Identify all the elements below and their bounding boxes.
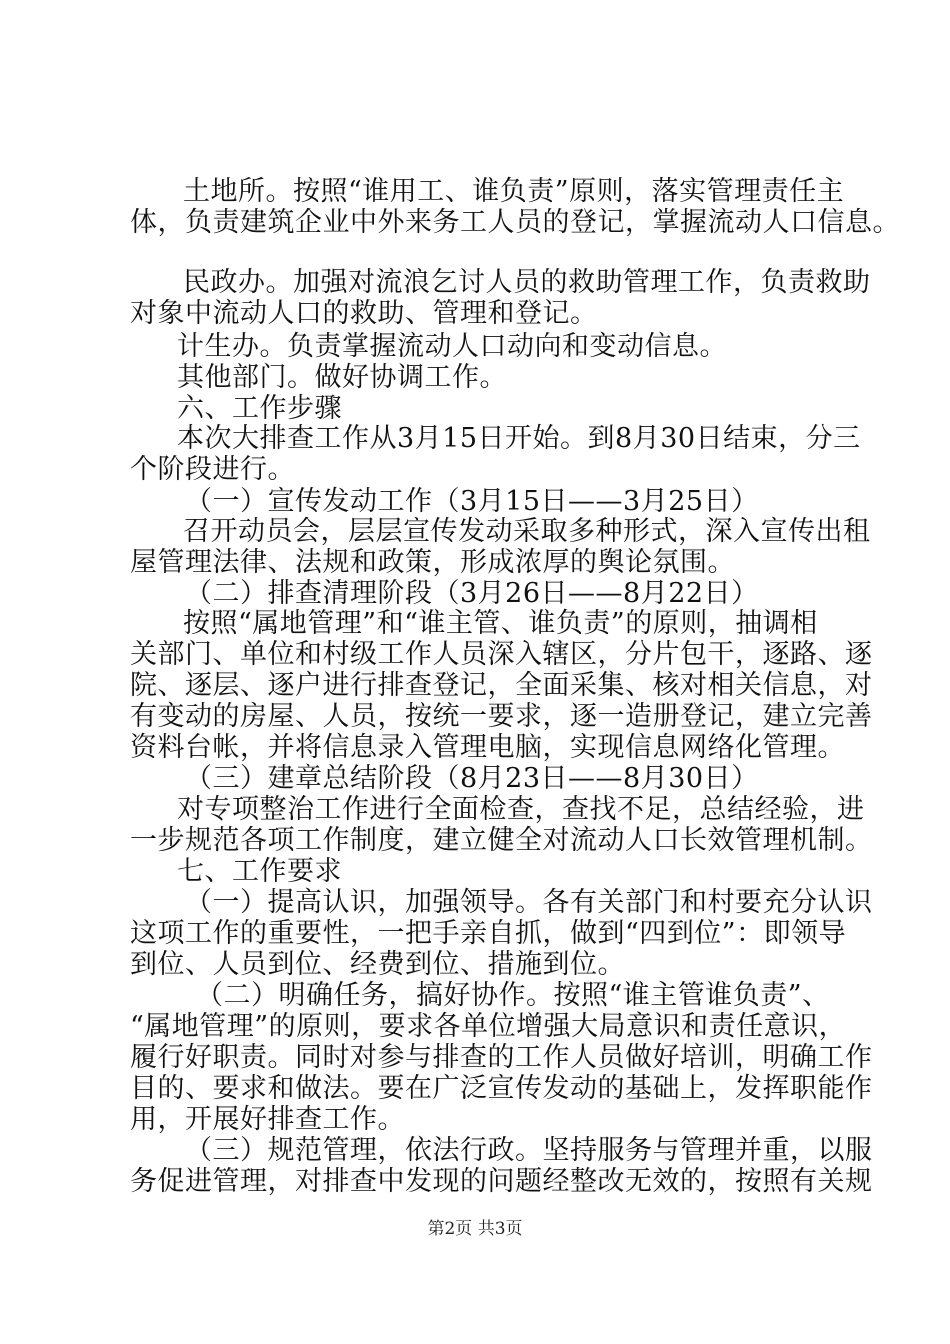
text-line: 屋管理法律、法规和政策，形成浓厚的舆论氛围。 xyxy=(130,547,735,578)
text-line: 履行好职责。同时对参与排查的工作人员做好培训，明确工作 xyxy=(130,1042,873,1073)
page-footer: 第2页 共3页 xyxy=(427,1219,523,1239)
text-line: 目的、要求和做法。要在广泛宣传发动的基础上，发挥职能作 xyxy=(130,1073,873,1104)
text-line: 对象中流动人口的救助、管理和登记。 xyxy=(130,298,598,329)
subsection-heading: （一）提高认识，加强领导。各有关部门和村要充分认识 xyxy=(185,887,873,918)
subsection-heading: （一）宣传发动工作（3月15日——3月25日） xyxy=(185,486,759,517)
subsection-heading: （二）排查清理阶段（3月26日——8月22日） xyxy=(185,578,759,609)
text-line: 民政办。加强对流浪乞讨人员的救助管理工作，负责救助 xyxy=(183,267,871,298)
text-line: 这项工作的重要性，一把手亲自抓，做到“四到位”：即领导 xyxy=(130,918,847,949)
text-line: 用，开展好排查工作。 xyxy=(130,1104,405,1135)
section-heading: 七、工作要求 xyxy=(177,856,342,887)
text-line: 召开动员会，层层宣传发动采取多种形式，深入宣传出租 xyxy=(183,516,871,547)
text-line: 本次大排查工作从3月15日开始。到8月30日结束，分三 xyxy=(177,423,861,454)
text-line: 资料台帐，并将信息录入管理电脑，实现信息网络化管理。 xyxy=(130,732,845,763)
subsection-heading: （二）明确任务，搞好协作。按照“谁主管谁负责”、 xyxy=(196,980,830,1011)
text-line: 院、逐层、逐户进行排查登记，全面采集、核对相关信息，对 xyxy=(130,670,873,701)
text-line: 对专项整治工作进行全面检查，查找不足，总结经验，进 xyxy=(177,794,865,825)
text-line: 其他部门。做好协调工作。 xyxy=(177,362,507,393)
section-heading: 六、工作步骤 xyxy=(177,393,342,424)
text-line: 到位、人员到位、经费到位、措施到位。 xyxy=(130,949,625,980)
text-line: 有变动的房屋、人员，按统一要求，逐一造册登记，建立完善 xyxy=(130,701,873,732)
subsection-heading: （三）建章总结阶段（8月23日——8月30日） xyxy=(185,763,759,794)
text-line: 个阶段进行。 xyxy=(130,454,295,485)
text-line: 体，负责建筑企业中外来务工人员的登记，掌握流动人口信息。 xyxy=(130,207,900,238)
text-line: 计生办。负责掌握流动人口动向和变动信息。 xyxy=(177,331,727,362)
text-line: 土地所。按照“谁用工、谁负责”原则，落实管理责任主 xyxy=(183,176,845,207)
text-line: “属地管理”的原则，要求各单位增强大局意识和责任意识， xyxy=(130,1011,847,1042)
text-line: 按照“属地管理”和“谁主管、谁负责”的原则，抽调相 xyxy=(183,608,818,639)
text-line: 一步规范各项工作制度，建立健全对流动人口长效管理机制。 xyxy=(130,825,873,856)
subsection-heading: （三）规范管理，依法行政。坚持服务与管理并重，以服 xyxy=(185,1135,873,1166)
text-line: 务促进管理，对排查中发现的问题经整改无效的，按照有关规 xyxy=(130,1166,873,1197)
text-line: 关部门、单位和村级工作人员深入辖区，分片包干，逐路、逐 xyxy=(130,639,873,670)
